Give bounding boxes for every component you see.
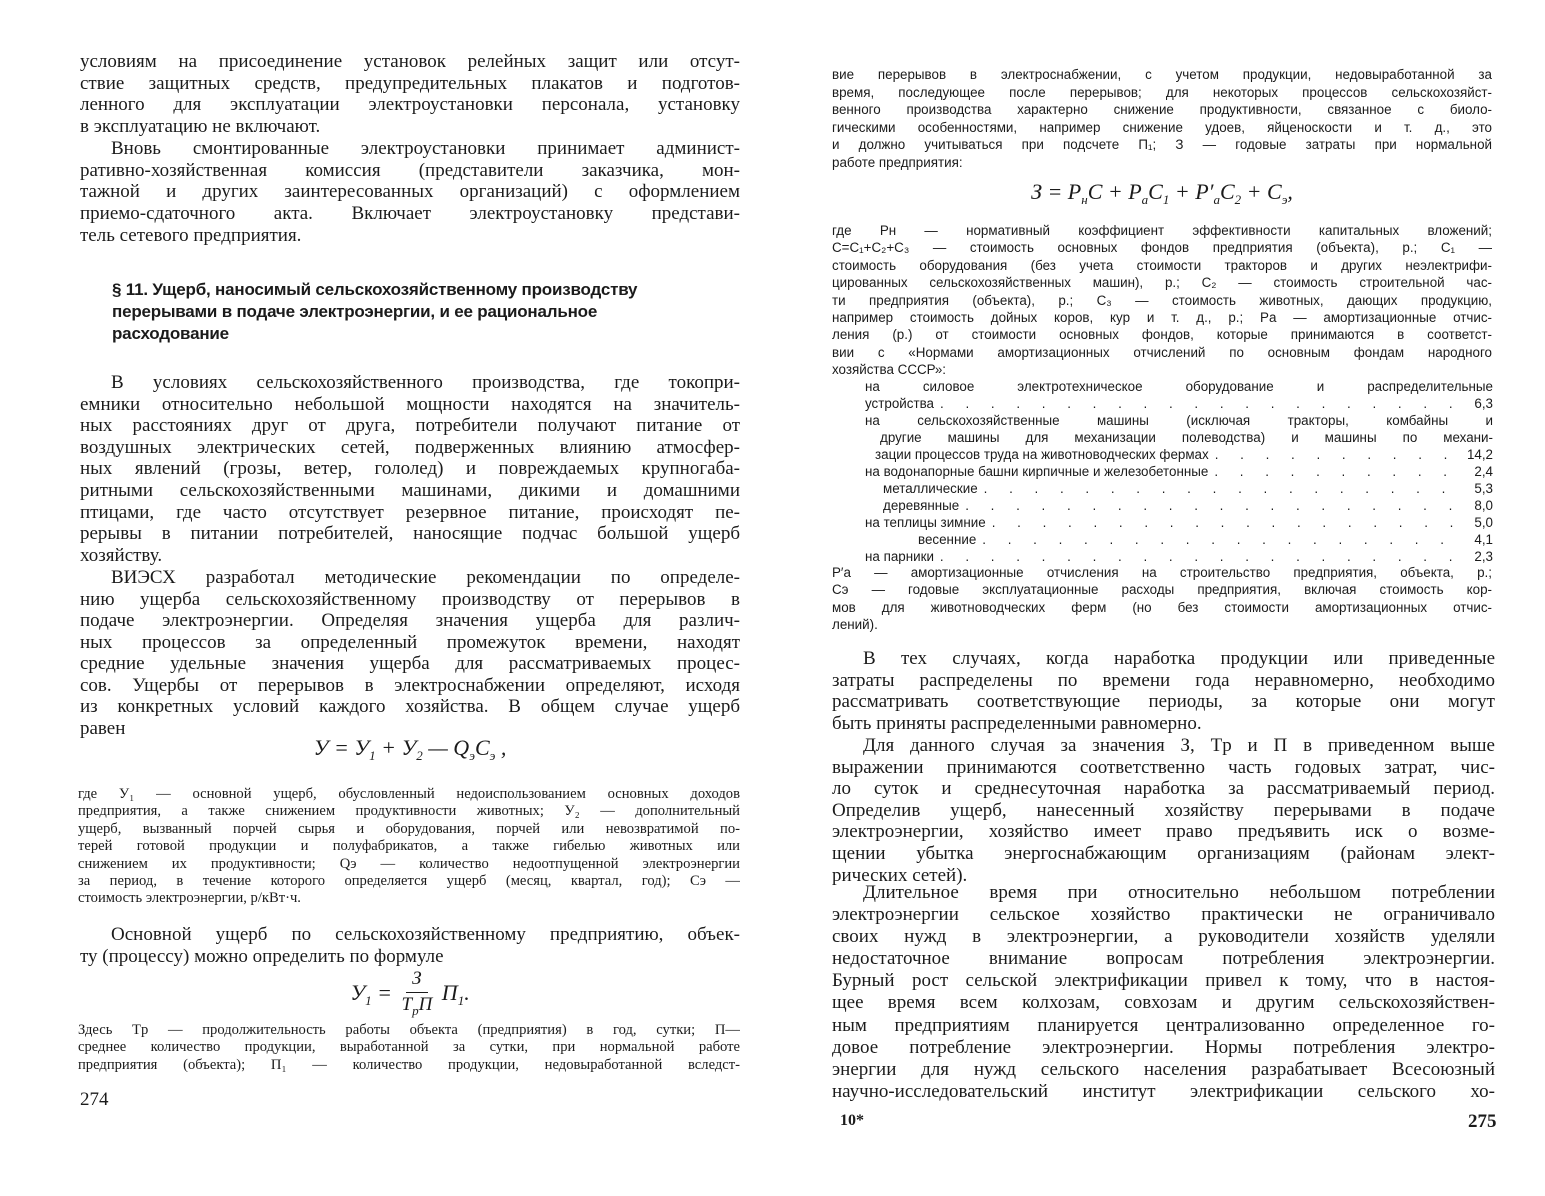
text-line: недостаточное внимание вопросам потребления электроэнергии. [832, 948, 1495, 970]
formula-subscript: э [469, 748, 475, 763]
formula-term: + P′ [1169, 179, 1214, 204]
text-line: ных явлений (грозы, ветер, гололед) и повреждаемых крупногаба- [80, 458, 740, 480]
text-line: равен [80, 717, 126, 739]
dot-leader [992, 514, 1457, 531]
paragraph [832, 882, 1495, 1103]
formula-subscript: 2 [1234, 192, 1242, 207]
norm-label: устройства [865, 396, 934, 411]
text-line: стоимость оборудования (без учета стоимости тракторов и других неэлектрифи- [832, 257, 1492, 273]
annual-cost-formula [832, 179, 1492, 208]
text-line: сов. Ущербы от перерывов в электроснабжении определяют, исходя [80, 674, 740, 696]
text-line: мов для животноводческих ферм (но без стоимости амортизационных отчис- [832, 599, 1492, 615]
formula-subscript: а [1213, 192, 1220, 207]
text-line: P′а — амортизационные отчисления на строительство предприятия, объекта, р.; [832, 565, 1492, 580]
text-line: Вновь смонтированные электроустановки принимает админист- [111, 138, 740, 159]
formula-term: + C [1241, 179, 1282, 204]
text-line: снижением их продуктивности; Qэ — количество недоотпущенной электроэнергии [78, 855, 740, 872]
formula-subscript: 2 [416, 748, 423, 763]
formula-term: У [350, 979, 366, 1005]
text-line: вие перерывов в электроснабжении, с учетом продукции, недовыработанной за [832, 67, 1492, 82]
page-number-left: 274 [80, 1089, 109, 1110]
text-line: за период, в течение которого определяется ущерб (месяц, квартал, год); Cэ — [78, 872, 740, 889]
text-line: птицами, где часто отсутствует резервное питание, происходят пе- [80, 501, 740, 523]
text-line: подаче электроэнергии. Определяя значения ущерба для различ- [80, 610, 740, 631]
formula-subscript: 1 [457, 992, 465, 1008]
norm-value: 4,1 [1474, 532, 1493, 547]
paragraph [80, 567, 740, 739]
text-line: В условиях сельскохозяйственного производства, где токопри- [111, 372, 740, 393]
norm-value: 5,0 [1474, 515, 1493, 530]
formula-subscript: э [1281, 192, 1288, 207]
text-line: например стоимость дойных коров, кур и т. д., р.; Pа — амортизационные отчис- [832, 309, 1492, 325]
text-line: Для данного случая за значения З, Tр и П в приведенном выше [863, 735, 1495, 756]
paragraph [80, 372, 740, 566]
text-line: где У₁ — основной ущерб, обусловленный недоиспользованием основных доходов [78, 786, 740, 802]
text-line: быть приняты распределенными равномерно. [832, 713, 1202, 735]
norm-label: весенние [918, 532, 977, 547]
formula-term: З = P [1031, 179, 1082, 204]
formula-subscript: э [489, 748, 496, 763]
formula-term: З [412, 968, 422, 989]
text-line: вии с «Нормами амортизационных отчислений по основным фондам народного [832, 344, 1492, 360]
text-line: ущерб, вызванный порчей сырья и оборудования, порчей или невозвратимой по- [78, 820, 740, 837]
text-line: ту (процессу) можно определить по формуле [80, 945, 444, 967]
text-line: научно-исследовательский институт электрификации сельского хо- [832, 1080, 1495, 1102]
text-line: хозяйства СССР»: [832, 362, 947, 378]
text-line: ных процессов за определенный промежуток времени, находят [80, 631, 740, 653]
formula-fraction [401, 966, 432, 1023]
paragraph [832, 648, 1495, 735]
dot-leader [1214, 463, 1457, 480]
text-line: терей готовой продукции и полуфабрикатов, а также гибелью животных или [78, 838, 740, 855]
text-line: Бурный рост сельской электрификации привел к тому, что в настоя- [832, 970, 1495, 992]
norm-row [865, 514, 1493, 531]
formula-legend [78, 786, 740, 908]
formula-legend [78, 1022, 740, 1074]
formula-term: C [1148, 179, 1163, 204]
text-line: средние удельные значения ущерба для рассматриваемых процес- [80, 653, 740, 674]
text-line: рассматривать соответствующие периоды, за которые они могут [832, 691, 1495, 713]
formula-term: П [441, 979, 458, 1005]
text-line: довое потребление электроэнергии. Нормы потребления электро- [832, 1036, 1495, 1058]
text-line: тажной и других заинтересованных организаций) с оформлением [80, 181, 740, 203]
text-line: электроэнергии, хозяйство имеет право предъявить иск о возме- [832, 821, 1495, 843]
text-line: C=C₁+C₂+C₃ — стоимость основных фондов предприятия (объекта), р.; C₁ — [832, 240, 1492, 256]
text-line: емники относительно небольшой мощности находятся на значитель- [80, 393, 740, 415]
dot-leader [984, 480, 1457, 497]
text-line: нию ущерба сельскохозяйственному производству от перерывов в [80, 588, 740, 610]
formula-term: — Q [422, 735, 470, 760]
text-line: венного производства характерно снижение продуктивности, связанное с биоло- [832, 102, 1492, 118]
section-heading [112, 279, 732, 345]
norm-value: 2,3 [1474, 549, 1493, 564]
formula-subscript: 1 [365, 992, 372, 1008]
text-line: стоимость электроэнергии, р/кВт·ч. [78, 890, 301, 907]
text-line: § 11. Ущерб, наносимый сельскохозяйственному производству [112, 280, 638, 299]
text-line: в эксплуатацию не включают. [80, 116, 321, 138]
formula-term: T [401, 994, 413, 1015]
signature-mark: 10* [840, 1112, 864, 1129]
text-line: ных расстояниях друг от друга, потребители получают питание от [80, 415, 740, 437]
legend-continuation [832, 66, 1492, 172]
text-line: воздушных электрических сетей, подверженных влиянию атмосфер- [80, 436, 740, 458]
norm-label: деревянные [883, 498, 960, 513]
formula-lhs [350, 979, 392, 1008]
norm-row [865, 446, 1493, 463]
depreciation-norms-list [865, 378, 1493, 565]
text-line: и должно учитываться при подсчете П₁; З — годовые затраты при нормальной [832, 137, 1492, 153]
paragraph [80, 51, 740, 138]
text-line: хозяйству. [80, 544, 163, 566]
dot-leader [940, 548, 1457, 565]
formula-legend [832, 564, 1492, 633]
text-line: ным предприятиям планируется централизованно определенное го- [832, 1014, 1495, 1036]
text-line: ти предприятия (объекта), р.; C₃ — стоимость животных, дающих продукцию, [832, 292, 1492, 308]
paragraph [80, 138, 740, 246]
text-line: Здесь Tр — продолжительность работы объекта (предприятия) в год, сутки; П— [78, 1022, 740, 1038]
norm-value: 5,3 [1474, 481, 1493, 496]
formula-term: = [371, 979, 392, 1005]
text-line: рических сетей). [832, 864, 968, 886]
text-line: затраты распределены по времени года неравномерно, необходимо [832, 669, 1495, 691]
text-line: выражении принимаются соответственно часть годовых затрат, чис- [832, 756, 1495, 778]
formula-term: C + P [1087, 179, 1142, 204]
paragraph [80, 924, 740, 967]
text-line: Cэ — годовые эксплуатационные расходы предприятия, включая стоимость кор- [832, 582, 1492, 598]
norm-value: 14,2 [1466, 447, 1493, 462]
formula-term: C [474, 735, 490, 760]
text-line: предприятия (объекта); П₁ — количество продукции, недовыработанной вследст- [78, 1056, 740, 1073]
text-line: где Pн — нормативный коэффициент эффективности капитальных вложений; [832, 223, 1492, 238]
fraction-numerator [406, 966, 427, 993]
text-line: щее время всем колхозам, совхозам и другим сельскохозяйствен- [832, 992, 1495, 1014]
text-line: энергии для нужд сельского населения разрабатывает Всесоюзный [832, 1058, 1495, 1080]
formula-subscript: 1 [1162, 192, 1170, 207]
fraction-denominator [401, 993, 432, 1023]
text-line: Длительное время при относительно небольшом потреблении [863, 882, 1495, 903]
text-line: ло суток и среднесуточная наработка за рассматриваемый период. [832, 778, 1495, 800]
dot-leader [1215, 446, 1457, 463]
formula-rhs [441, 979, 470, 1008]
text-line: В тех случаях, когда наработка продукции или приведенные [863, 648, 1495, 669]
formula-subscript: 1 [369, 748, 376, 763]
text-line: работе предприятия: [832, 154, 963, 170]
norm-label: зации процессов труда на животноводческих фермах [875, 447, 1209, 462]
text-line: перерывами в подаче электроэнергии, и ее рациональное [112, 302, 598, 321]
text-line: рерывы в питании потребителей, наносящие подчас большой ущерб [80, 523, 740, 545]
dot-leader [940, 395, 1457, 412]
text-line: условиям на присоединение установок релейных защит или отсут- [80, 51, 740, 72]
formula-term: + У [375, 735, 417, 760]
text-line: предприятия, а также снижением продуктивности животных; У₂ — дополнительный [78, 803, 740, 820]
text-line: среднее количество продукции, выработанной за сутки, при нормальной работе [78, 1039, 740, 1056]
text-line: ленного для эксплуатации электроустановки персонала, установку [80, 94, 740, 116]
text-line: ритными сельскохозяйственными машинами, дикими и домашними [80, 479, 740, 501]
text-line: ративно-хозяйственная комиссия (представители заказчика, мон- [80, 159, 740, 181]
formula-term: , [495, 735, 507, 760]
formula-term: У = У [313, 735, 370, 760]
text-line: ВИЭСХ разработал методические рекомендации по определе- [111, 567, 740, 588]
norm-row [865, 480, 1493, 497]
text-line: ствие защитных средств, предупредительных плакатов и подготов- [80, 72, 740, 94]
text-line: ления (р.) от стоимости основных фондов, которые принимаются в соответст- [832, 327, 1492, 343]
paragraph [832, 735, 1495, 886]
norm-label: металлические [883, 481, 978, 496]
formula-term: . [464, 979, 470, 1005]
formula-term: C [1219, 179, 1235, 204]
norm-label: на теплицы зимние [865, 515, 986, 530]
norm-row [865, 531, 1493, 548]
text-line: цированных сельскохозяйственных машин), р.; C₂ — стоимость строительной час- [832, 275, 1492, 291]
formula-term: П [418, 994, 433, 1015]
formula-subscript: н [1081, 192, 1088, 207]
text-line: приемо-сдаточного акта. Включает электроустановку представи- [80, 203, 740, 225]
text-line: Основной ущерб по сельскохозяйственному предприятию, объек- [111, 924, 740, 945]
page-number-right: 275 [1468, 1111, 1497, 1132]
text-line: расходование [112, 324, 229, 343]
dot-leader [965, 497, 1457, 514]
text-line: Определив ущерб, нанесенный хозяйству перерывами в подаче [832, 799, 1495, 821]
norm-row [865, 548, 1493, 565]
text-line: гическими особенностями, например снижение удоев, яйценоскости и т. д., это [832, 119, 1492, 135]
formula-subscript: а [1141, 192, 1149, 207]
norm-row [865, 463, 1493, 480]
formula-term: , [1287, 179, 1293, 204]
norm-line: на силовое электротехническое оборудование и распределительные [865, 379, 1493, 394]
text-line: время, последующее после перерывов; для некоторых процессов сельскохозяйст- [832, 84, 1492, 100]
text-line: лений). [832, 616, 878, 632]
text-line: своих нужд в электроэнергии, а руководители хозяйств уделяли [832, 926, 1495, 948]
text-line: из конкретных условий каждого хозяйства. В общем случае ущерб [80, 696, 740, 717]
norm-value: 6,3 [1474, 396, 1493, 411]
basic-damage-formula [80, 966, 740, 1023]
formula-legend [832, 222, 1492, 379]
norm-row [865, 395, 1493, 412]
dot-leader [982, 531, 1457, 548]
formula-subscript: р [412, 1003, 419, 1018]
norm-label: на парники [865, 549, 934, 564]
norm-value: 2,4 [1474, 464, 1493, 479]
norm-line: другие машины для механизации полеводства) и машины по механи- [880, 430, 1493, 445]
norm-value: 8,0 [1474, 498, 1493, 513]
damage-formula [80, 735, 740, 764]
text-line: щении убытка энергоснабжающим организациям (районам элект- [832, 842, 1495, 864]
norm-line: на сельскохозяйственные машины (исключая тракторы, комбайны и [865, 413, 1493, 428]
text-line: тель сетевого предприятия. [80, 224, 302, 246]
norm-row [865, 497, 1493, 514]
norm-label: на водонапорные башни кирпичные и железобетонные [865, 464, 1209, 479]
text-line: электроэнергии сельское хозяйство практически не ограничивало [832, 904, 1495, 926]
